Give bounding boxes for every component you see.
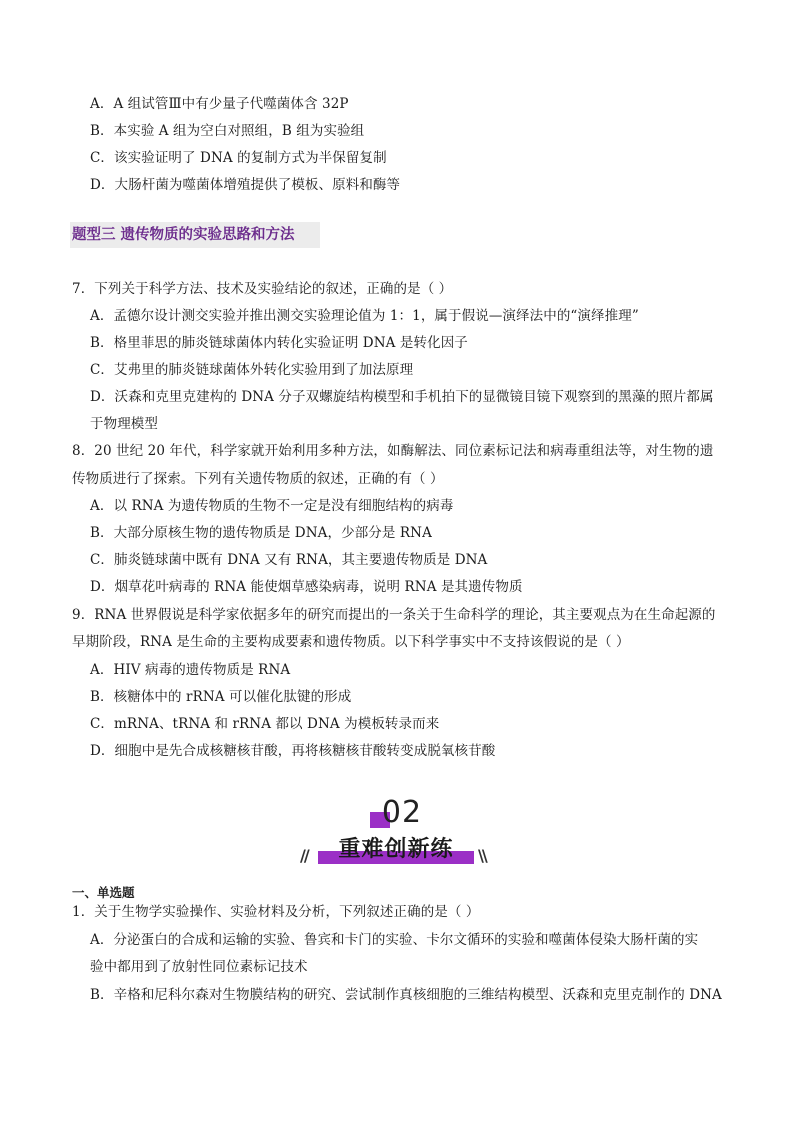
q7-stem: 7．下列关于科学方法、技术及实验结论的叙述，正确的是（ ）	[72, 281, 453, 297]
new-q1-option-b: B．辛格和尼科尔森对生物膜结构的研究、尝试制作真核细胞的三维结构模型、沃森和克里克制作的 DNA	[90, 987, 722, 1003]
q7-option-d: D．沃森和克里克建构的 DNA 分子双螺旋结构模型和手机拍下的显微镜目镜下观察到的黑藻的照片都属	[90, 389, 714, 405]
q8-stem-line-2: 传物质进行了探索。下列有关遗传物质的叙述，正确的有（ ）	[72, 471, 444, 487]
section-heading: 题型三 遗传物质的实验思路和方法	[72, 227, 295, 243]
q7-option-a: A．孟德尔设计测交实验并推出测交实验理论值为 1：1，属于假说—演绎法中的“演绎推理”	[90, 308, 639, 324]
q9-option-d: D．细胞中是先合成核糖核苷酸，再将核糖核苷酸转变成脱氧核苷酸	[90, 743, 496, 759]
q9-option-c: C．mRNA、tRNA 和 rRNA 都以 DNA 为模板转录而来	[90, 716, 440, 732]
q6-option-c: C．该实验证明了 DNA 的复制方式为半保留复制	[90, 150, 387, 166]
q7-option-d-continued: 于物理模型	[90, 416, 158, 432]
q8-option-b: B．大部分原核生物的遗传物质是 DNA，少部分是 RNA	[90, 525, 432, 541]
new-q1-stem: 1．关于生物学实验操作、实验材料及分析，下列叙述正确的是（ ）	[72, 904, 480, 920]
new-q1-option-a: A．分泌蛋白的合成和运输的实验、鲁宾和卡门的实验、卡尔文循环的实验和噬菌体侵染大肠杆菌的实	[90, 932, 699, 948]
new-q1-option-a-continued: 验中都用到了放射性同位素标记技术	[90, 959, 308, 975]
q9-stem-line-2: 早期阶段，RNA 是生命的主要构成要素和遗传物质。以下科学事实中不支持该假说的是（ ）	[72, 634, 630, 650]
q7-option-b: B．格里菲思的肺炎链球菌体内转化实验证明 DNA 是转化因子	[90, 335, 468, 351]
q7-option-c: C．艾弗里的肺炎链球菌体外转化实验用到了加法原理	[90, 362, 414, 378]
banner-right-slash: \\	[478, 846, 486, 865]
q6-option-b: B．本实验 A 组为空白对照组，B 组为实验组	[90, 123, 365, 139]
q6-option-d: D．大肠杆菌为噬菌体增殖提供了模板、原料和酶等	[90, 177, 401, 193]
banner-title: 重难创新练	[338, 837, 454, 862]
q8-option-a: A．以 RNA 为遗传物质的生物不一定是没有细胞结构的病毒	[90, 498, 454, 514]
single-choice-heading: 一、单选题	[72, 885, 135, 900]
q9-option-b: B．核糖体中的 rRNA 可以催化肽键的形成	[90, 689, 352, 705]
banner-number: 02	[381, 795, 423, 830]
banner-left-slash: //	[300, 846, 308, 865]
q6-option-a: A．A 组试管Ⅲ中有少量子代噬菌体含 32P	[90, 96, 349, 112]
q9-option-a: A．HIV 病毒的遗传物质是 RNA	[90, 662, 291, 678]
q8-option-c: C．肺炎链球菌中既有 DNA 又有 RNA，其主要遗传物质是 DNA	[90, 552, 488, 568]
q9-stem-line-1: 9．RNA 世界假说是科学家依据多年的研究而提出的一条关于生命科学的理论，其主要观点为在生命起源的	[72, 607, 716, 623]
q8-option-d: D．烟草花叶病毒的 RNA 能使烟草感染病毒，说明 RNA 是其遗传物质	[90, 579, 523, 595]
q8-stem-line-1: 8．20 世纪 20 年代，科学家就开始利用多种方法，如酶解法、同位素标记法和病毒重组法等，对生物的遗	[72, 443, 714, 459]
